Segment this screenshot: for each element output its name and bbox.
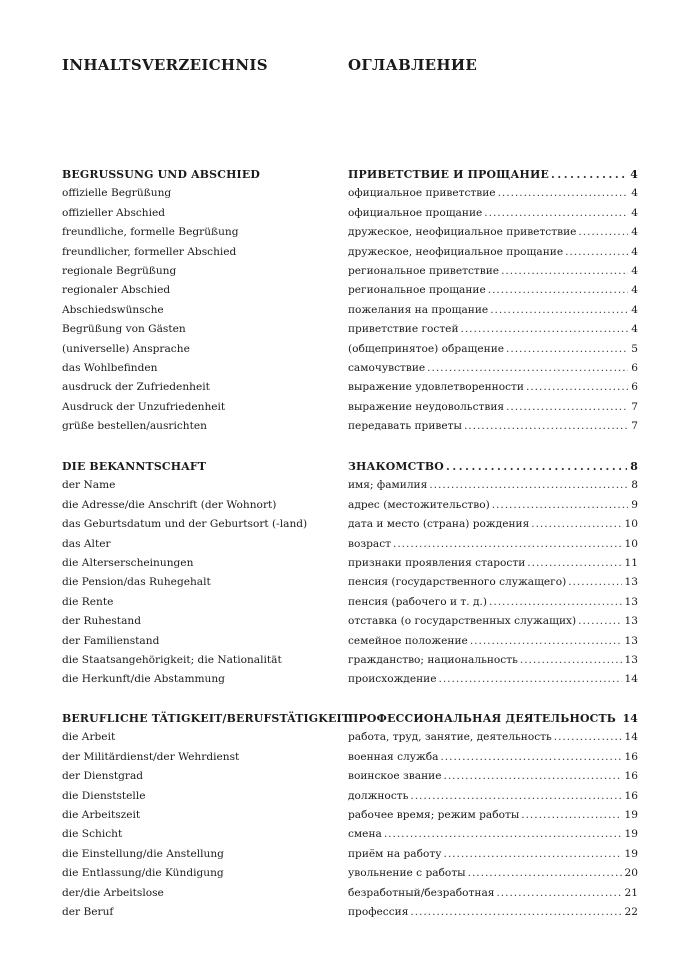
toc-entry-ru[interactable] bbox=[348, 884, 638, 903]
section-heading-de[interactable]: BEGRUSSUNG UND ABSCHIED bbox=[62, 168, 260, 181]
toc-entry-ru-text: должность bbox=[348, 789, 409, 802]
toc-entry-ru-text: имя; фамилия bbox=[348, 479, 428, 492]
toc-entry-ru-text: семейное положение bbox=[348, 634, 468, 647]
toc-entry-ru-text: военная служба bbox=[348, 750, 439, 763]
dot-leader bbox=[496, 884, 621, 903]
toc-entry-de[interactable]: die Staatsangehörigkeit; die Nationalität bbox=[62, 653, 282, 666]
toc-section-ru bbox=[348, 709, 638, 922]
toc-entry-ru[interactable] bbox=[348, 476, 638, 495]
section-heading-de[interactable]: BERUFLICHE TÄTIGKEIT/BERUFSTÄTIGKEIT bbox=[62, 712, 351, 725]
dot-leader bbox=[461, 320, 629, 339]
dot-leader bbox=[554, 728, 622, 747]
dot-leader bbox=[498, 184, 629, 203]
toc-entry-ru-text: (общепринятое) обращение bbox=[348, 342, 505, 355]
dot-leader bbox=[490, 301, 628, 320]
page-number: 8 bbox=[631, 479, 638, 492]
page-number: 14 bbox=[624, 731, 638, 744]
page-number: 13 bbox=[624, 634, 638, 647]
dot-leader bbox=[484, 204, 628, 223]
toc-entry-ru[interactable] bbox=[348, 787, 638, 806]
page-number: 4 bbox=[631, 264, 638, 277]
page-number: 9 bbox=[631, 498, 638, 511]
section-heading-ru[interactable] bbox=[348, 457, 638, 476]
toc-entry-de[interactable]: die Entlassung/die Kündigung bbox=[62, 867, 224, 880]
page-number: 4 bbox=[631, 323, 638, 336]
page-number: 16 bbox=[624, 750, 638, 763]
page-number: 10 bbox=[624, 518, 638, 531]
page-number: 6 bbox=[631, 381, 638, 394]
dot-leader bbox=[470, 632, 622, 651]
toc-entry-de[interactable]: der Familienstand bbox=[62, 634, 160, 647]
dot-leader bbox=[506, 340, 628, 359]
page-number: 4 bbox=[631, 245, 638, 258]
dot-leader bbox=[429, 476, 628, 495]
toc-entry-ru[interactable] bbox=[348, 554, 638, 573]
toc-entry-de[interactable]: Begrüßung von Gästen bbox=[62, 323, 186, 336]
toc-entry-ru-text: увольнение с работы bbox=[348, 867, 466, 880]
toc-entry-de[interactable]: die Dienststelle bbox=[62, 789, 146, 802]
dot-leader bbox=[527, 554, 621, 573]
dot-leader bbox=[410, 903, 621, 922]
toc-entry-ru[interactable] bbox=[348, 767, 638, 786]
page-number: 19 bbox=[624, 847, 638, 860]
toc-entry-ru[interactable] bbox=[348, 728, 638, 747]
dot-leader bbox=[489, 593, 621, 612]
page-number: 16 bbox=[624, 770, 638, 783]
page-number: 7 bbox=[631, 400, 638, 413]
toc-entry-ru[interactable] bbox=[348, 184, 638, 203]
toc-entry-ru[interactable] bbox=[348, 262, 638, 281]
toc-section-de bbox=[62, 457, 332, 690]
toc-entry-ru-text: региональное прощание bbox=[348, 284, 486, 297]
toc-entry-ru-text: передавать приветы bbox=[348, 420, 462, 433]
page-number: 16 bbox=[624, 789, 638, 802]
toc-entry-de[interactable]: freundliche, formelle Begrüßung bbox=[62, 226, 239, 239]
toc-entry-ru-text: самочувствие bbox=[348, 361, 426, 374]
toc-entry-ru[interactable] bbox=[348, 825, 638, 844]
toc-entry-ru[interactable] bbox=[348, 864, 638, 883]
toc-entry-de[interactable]: der Beruf bbox=[62, 905, 114, 918]
dot-leader bbox=[384, 825, 622, 844]
toc-entry-de[interactable]: der Ruhestand bbox=[62, 615, 141, 628]
toc-entry-ru-text: смена bbox=[348, 828, 382, 841]
dot-leader bbox=[521, 806, 621, 825]
toc-entry-ru-text: адрес (местожительство) bbox=[348, 498, 490, 511]
toc-entry-ru[interactable] bbox=[348, 515, 638, 534]
toc-entry-de[interactable]: freundlicher, formeller Abschied bbox=[62, 245, 237, 258]
toc-entry-ru[interactable] bbox=[348, 398, 638, 417]
toc-entry-ru[interactable] bbox=[348, 223, 638, 242]
dot-leader bbox=[520, 651, 622, 670]
toc-entry-ru[interactable] bbox=[348, 417, 638, 436]
toc-entry-ru-text: работа, труд, занятие, деятельность bbox=[348, 731, 552, 744]
dot-leader bbox=[468, 864, 622, 883]
dot-leader bbox=[501, 262, 628, 281]
toc-entry-ru-text: выражение неудовольствия bbox=[348, 400, 505, 413]
dot-leader bbox=[526, 378, 628, 397]
dot-leader bbox=[618, 709, 619, 728]
toc-entry-ru-text: пенсия (рабочего и т. д.) bbox=[348, 595, 488, 608]
toc-entry-ru[interactable] bbox=[348, 243, 638, 262]
toc-entry-ru[interactable] bbox=[348, 281, 638, 300]
page-number: 5 bbox=[631, 342, 638, 355]
page-number: 11 bbox=[624, 556, 638, 569]
toc-entry-de[interactable]: der/die Arbeitslose bbox=[62, 886, 164, 899]
page-number: 10 bbox=[624, 537, 638, 550]
toc-entry-ru-text: признаки проявления старости bbox=[348, 556, 526, 569]
toc-entry-ru[interactable] bbox=[348, 378, 638, 397]
page-number: 19 bbox=[624, 808, 638, 821]
page-title-de: INHALTSVERZEICHNIS bbox=[62, 56, 268, 74]
toc-entry-de[interactable]: ausdruck der Zufriedenheit bbox=[62, 381, 210, 394]
toc-entry-de[interactable]: regionale Begrüßung bbox=[62, 264, 177, 277]
section-heading-ru-text: ПРИВЕТСТВИЕ И ПРОЩАНИЕ bbox=[348, 168, 550, 181]
toc-entry-de[interactable]: offizieller Abschied bbox=[62, 206, 166, 219]
toc-entry-ru[interactable] bbox=[348, 496, 638, 515]
page-number: 7 bbox=[631, 420, 638, 433]
toc-entry-de[interactable]: das Wohlbefinden bbox=[62, 361, 158, 374]
toc-entry-de[interactable]: die Pension/das Ruhegehalt bbox=[62, 576, 211, 589]
page-number: 14 bbox=[622, 712, 638, 725]
toc-entry-ru[interactable] bbox=[348, 359, 638, 378]
dot-leader bbox=[492, 496, 629, 515]
section-heading-ru[interactable] bbox=[348, 709, 638, 728]
page-number: 14 bbox=[624, 673, 638, 686]
page-number: 13 bbox=[624, 615, 638, 628]
toc-entry-ru-text: официальное прощание bbox=[348, 206, 483, 219]
toc-entry-ru-text: региональное приветствие bbox=[348, 264, 500, 277]
dot-leader bbox=[393, 535, 622, 554]
toc-entry-ru-text: приветствие гостей bbox=[348, 323, 459, 336]
toc-entry-ru[interactable] bbox=[348, 651, 638, 670]
dot-leader bbox=[427, 359, 628, 378]
toc-entry-ru-text: пожелания на прощание bbox=[348, 303, 489, 316]
toc-entry-ru-text: воинское звание bbox=[348, 770, 442, 783]
toc-entry-de[interactable]: die Schicht bbox=[62, 828, 123, 841]
page-number: 19 bbox=[624, 828, 638, 841]
toc-entry-ru-text: дата и место (страна) рождения bbox=[348, 518, 530, 531]
page-number: 4 bbox=[631, 284, 638, 297]
toc-entry-de[interactable]: die Alterserscheinungen bbox=[62, 556, 194, 569]
toc-entry-de[interactable]: die Herkunft/die Abstammung bbox=[62, 673, 225, 686]
section-heading-ru-text: ЗНАКОМСТВО bbox=[348, 460, 444, 473]
toc-entry-de[interactable]: Ausdruck der Unzufriedenheit bbox=[62, 400, 226, 413]
toc-entry-de[interactable]: offizielle Begrüßung bbox=[62, 187, 172, 200]
toc-entry-ru-text: происхождение bbox=[348, 673, 437, 686]
page-number: 4 bbox=[631, 303, 638, 316]
toc-section-de bbox=[62, 709, 351, 922]
toc-entry-de[interactable]: Abschiedswünsche bbox=[62, 303, 164, 316]
dot-leader bbox=[578, 612, 621, 631]
page-number: 13 bbox=[624, 576, 638, 589]
toc-section-de bbox=[62, 165, 332, 436]
page-number: 4 bbox=[631, 206, 638, 219]
dot-leader bbox=[506, 398, 628, 417]
toc-entry-ru-text: выражение удовлетворенности bbox=[348, 381, 524, 394]
toc-entry-ru[interactable] bbox=[348, 340, 638, 359]
dot-leader bbox=[446, 457, 627, 476]
page-title-ru: ОГЛАВЛЕНИЕ bbox=[348, 56, 478, 74]
toc-entry-ru[interactable] bbox=[348, 593, 638, 612]
page-number: 22 bbox=[624, 905, 638, 918]
dot-leader bbox=[551, 165, 627, 184]
toc-entry-ru[interactable] bbox=[348, 845, 638, 864]
page-number: 4 bbox=[631, 226, 638, 239]
dot-leader bbox=[440, 748, 621, 767]
toc-entry-de[interactable]: regionaler Abschied bbox=[62, 284, 171, 297]
page-number: 8 bbox=[630, 460, 638, 473]
toc-entry-ru-text: отставка (о государственных служащих) bbox=[348, 615, 577, 628]
toc-entry-de[interactable]: der Name bbox=[62, 479, 116, 492]
toc-entry-de[interactable]: die Adresse/die Anschrift (der Wohnort) bbox=[62, 498, 277, 511]
dot-leader bbox=[578, 223, 628, 242]
toc-entry-de[interactable]: grüße bestellen/ausrichten bbox=[62, 420, 207, 433]
toc-entry-ru[interactable] bbox=[348, 301, 638, 320]
page-number: 13 bbox=[624, 595, 638, 608]
section-heading-ru-text: ПРОФЕССИОНАЛЬНАЯ ДЕЯТЕЛЬНОСТЬ bbox=[348, 712, 616, 725]
toc-entry-ru-text: профессия bbox=[348, 905, 409, 918]
dot-leader bbox=[488, 281, 628, 300]
toc-entry-ru-text: возраст bbox=[348, 537, 392, 550]
toc-entry-de[interactable]: der Dienstgrad bbox=[62, 770, 144, 783]
toc-entry-ru[interactable] bbox=[348, 204, 638, 223]
toc-entry-ru[interactable] bbox=[348, 320, 638, 339]
toc-entry-ru[interactable] bbox=[348, 535, 638, 554]
toc-entry-ru-text: пенсия (государственного служащего) bbox=[348, 576, 567, 589]
toc-entry-de[interactable]: das Alter bbox=[62, 537, 111, 550]
page-number: 21 bbox=[624, 886, 638, 899]
toc-section-ru bbox=[348, 165, 638, 436]
dot-leader bbox=[443, 767, 621, 786]
dot-leader bbox=[439, 670, 622, 689]
toc-entry-ru[interactable] bbox=[348, 748, 638, 767]
toc-entry-de[interactable]: der Militärdienst/der Wehrdienst bbox=[62, 750, 240, 763]
toc-entry-ru-text: официальное приветствие bbox=[348, 187, 496, 200]
page-number: 4 bbox=[631, 187, 638, 200]
toc-entry-de[interactable]: die Einstellung/die Anstellung bbox=[62, 847, 224, 860]
section-heading-ru[interactable] bbox=[348, 165, 638, 184]
toc-entry-ru-text: дружеское, неофициальное прощание bbox=[348, 245, 564, 258]
dot-leader bbox=[410, 787, 621, 806]
toc-entry-ru[interactable] bbox=[348, 903, 638, 922]
toc-entry-ru[interactable] bbox=[348, 612, 638, 631]
toc-entry-ru[interactable] bbox=[348, 573, 638, 592]
toc-entry-ru-text: рабочее время; режим работы bbox=[348, 808, 520, 821]
page-number: 6 bbox=[631, 361, 638, 374]
dot-leader bbox=[565, 243, 628, 262]
dot-leader bbox=[568, 573, 621, 592]
dot-leader bbox=[464, 417, 628, 436]
dot-leader bbox=[531, 515, 621, 534]
dot-leader bbox=[443, 845, 621, 864]
section-heading-de[interactable]: DIE BEKANNTSCHAFT bbox=[62, 460, 207, 473]
page-number: 20 bbox=[624, 867, 638, 880]
toc-entry-de[interactable]: das Geburtsdatum und der Geburtsort (-land) bbox=[62, 518, 308, 531]
toc-entry-ru-text: гражданство; национальность bbox=[348, 653, 518, 666]
toc-entry-ru-text: безработный/безработная bbox=[348, 886, 495, 899]
page-number: 13 bbox=[624, 653, 638, 666]
toc-entry-de[interactable]: die Arbeitszeit bbox=[62, 808, 141, 821]
toc-section-ru bbox=[348, 457, 638, 690]
page-number: 4 bbox=[630, 168, 638, 181]
toc-entry-ru-text: дружеское, неофициальное приветствие bbox=[348, 226, 577, 239]
toc-entry-ru-text: приём на работу bbox=[348, 847, 442, 860]
toc-entry-de[interactable]: (universelle) Ansprache bbox=[62, 342, 190, 355]
toc-entry-de[interactable]: die Arbeit bbox=[62, 731, 116, 744]
toc-entry-ru[interactable] bbox=[348, 670, 638, 689]
toc-entry-de[interactable]: die Rente bbox=[62, 595, 114, 608]
toc-entry-ru[interactable] bbox=[348, 632, 638, 651]
toc-entry-ru[interactable] bbox=[348, 806, 638, 825]
